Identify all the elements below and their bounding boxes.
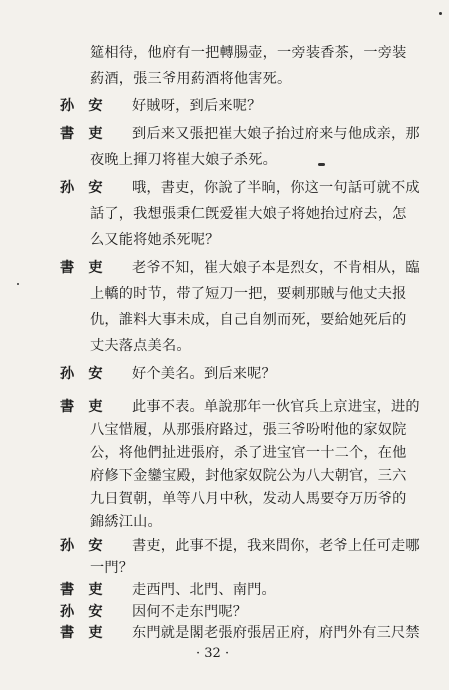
- text-line: 走西門、北門、南門。: [132, 582, 276, 598]
- speaker-label: 書 吏: [60, 399, 103, 415]
- text-line: 因何不走东門呢？: [132, 604, 248, 620]
- text-line: 府修下金鑾宝殿，封他家奴院公为八大朝官，三六: [90, 468, 407, 484]
- speaker-label: 孙 安: [60, 604, 103, 620]
- scan-speck: [17, 283, 19, 285]
- text-line: 筵相待，他府有一把轉腸壶，一旁装香茶，一旁装: [90, 45, 407, 61]
- page-number: · 32 ·: [196, 646, 230, 661]
- text-line: 仇，誰料大事未成，自己自刎而死，要給她死后的: [90, 312, 407, 328]
- text-line: 老爷不知，崔大娘子本是烈女，不肯相从，臨: [132, 260, 420, 276]
- text-line: 到后来又張把崔大娘子抬过府来与他成亲，那: [132, 126, 420, 142]
- speaker-label: 書 吏: [60, 582, 103, 598]
- text-line: 好个美名。到后来呢？: [132, 366, 276, 382]
- text-line: 一門？: [90, 560, 134, 576]
- speaker-label: 書 吏: [60, 126, 103, 142]
- scan-speck: [318, 163, 325, 166]
- text-line: 东門就是閣老張府張居正府，府門外有三尺禁: [132, 625, 420, 641]
- text-line: 九日賀朝，单等八月中秋，发动人馬要夺万历爷的: [90, 491, 407, 507]
- text-line: 話了，我想張秉仁旣爱崔大娘子将她抬过府去，怎: [90, 206, 407, 222]
- text-line: 此事不表。单說那年一伙官兵上京进宝，进的: [132, 399, 420, 415]
- scan-speck: [439, 12, 442, 15]
- text-line: 八宝惜履，从那張府路过，張三爷吩咐他的家奴院: [90, 422, 407, 438]
- text-line: 好賊呀，到后来呢？: [132, 98, 262, 114]
- text-line: 錦綉江山。: [90, 514, 162, 530]
- text-line: 書吏，此事不提，我来問你，老爷上任可走哪: [132, 538, 420, 554]
- speaker-label: 孙 安: [60, 98, 103, 114]
- text-line: 上轎的时节，带了短刀一把，要刺那賊与他丈夫报: [90, 286, 407, 302]
- text-line: 夜晚上揮刀将崔大娘子杀死。: [90, 152, 278, 168]
- text-line: 葯酒，張三爷用葯酒将他害死。: [90, 71, 292, 87]
- text-line: 哦，書吏，你說了半晌，你这一句話可就不成: [132, 180, 420, 196]
- speaker-label: 書 吏: [60, 625, 103, 641]
- speaker-label: 孙 安: [60, 538, 103, 554]
- text-line: 丈夫落点美名。: [90, 338, 191, 354]
- text-line: 公，将他們扯进張府，杀了进宝官一十二个，在他: [90, 445, 407, 461]
- text-line: 么又能将她杀死呢？: [90, 232, 220, 248]
- speaker-label: 孙 安: [60, 366, 103, 382]
- speaker-label: 孙 安: [60, 180, 103, 196]
- speaker-label: 書 吏: [60, 260, 103, 276]
